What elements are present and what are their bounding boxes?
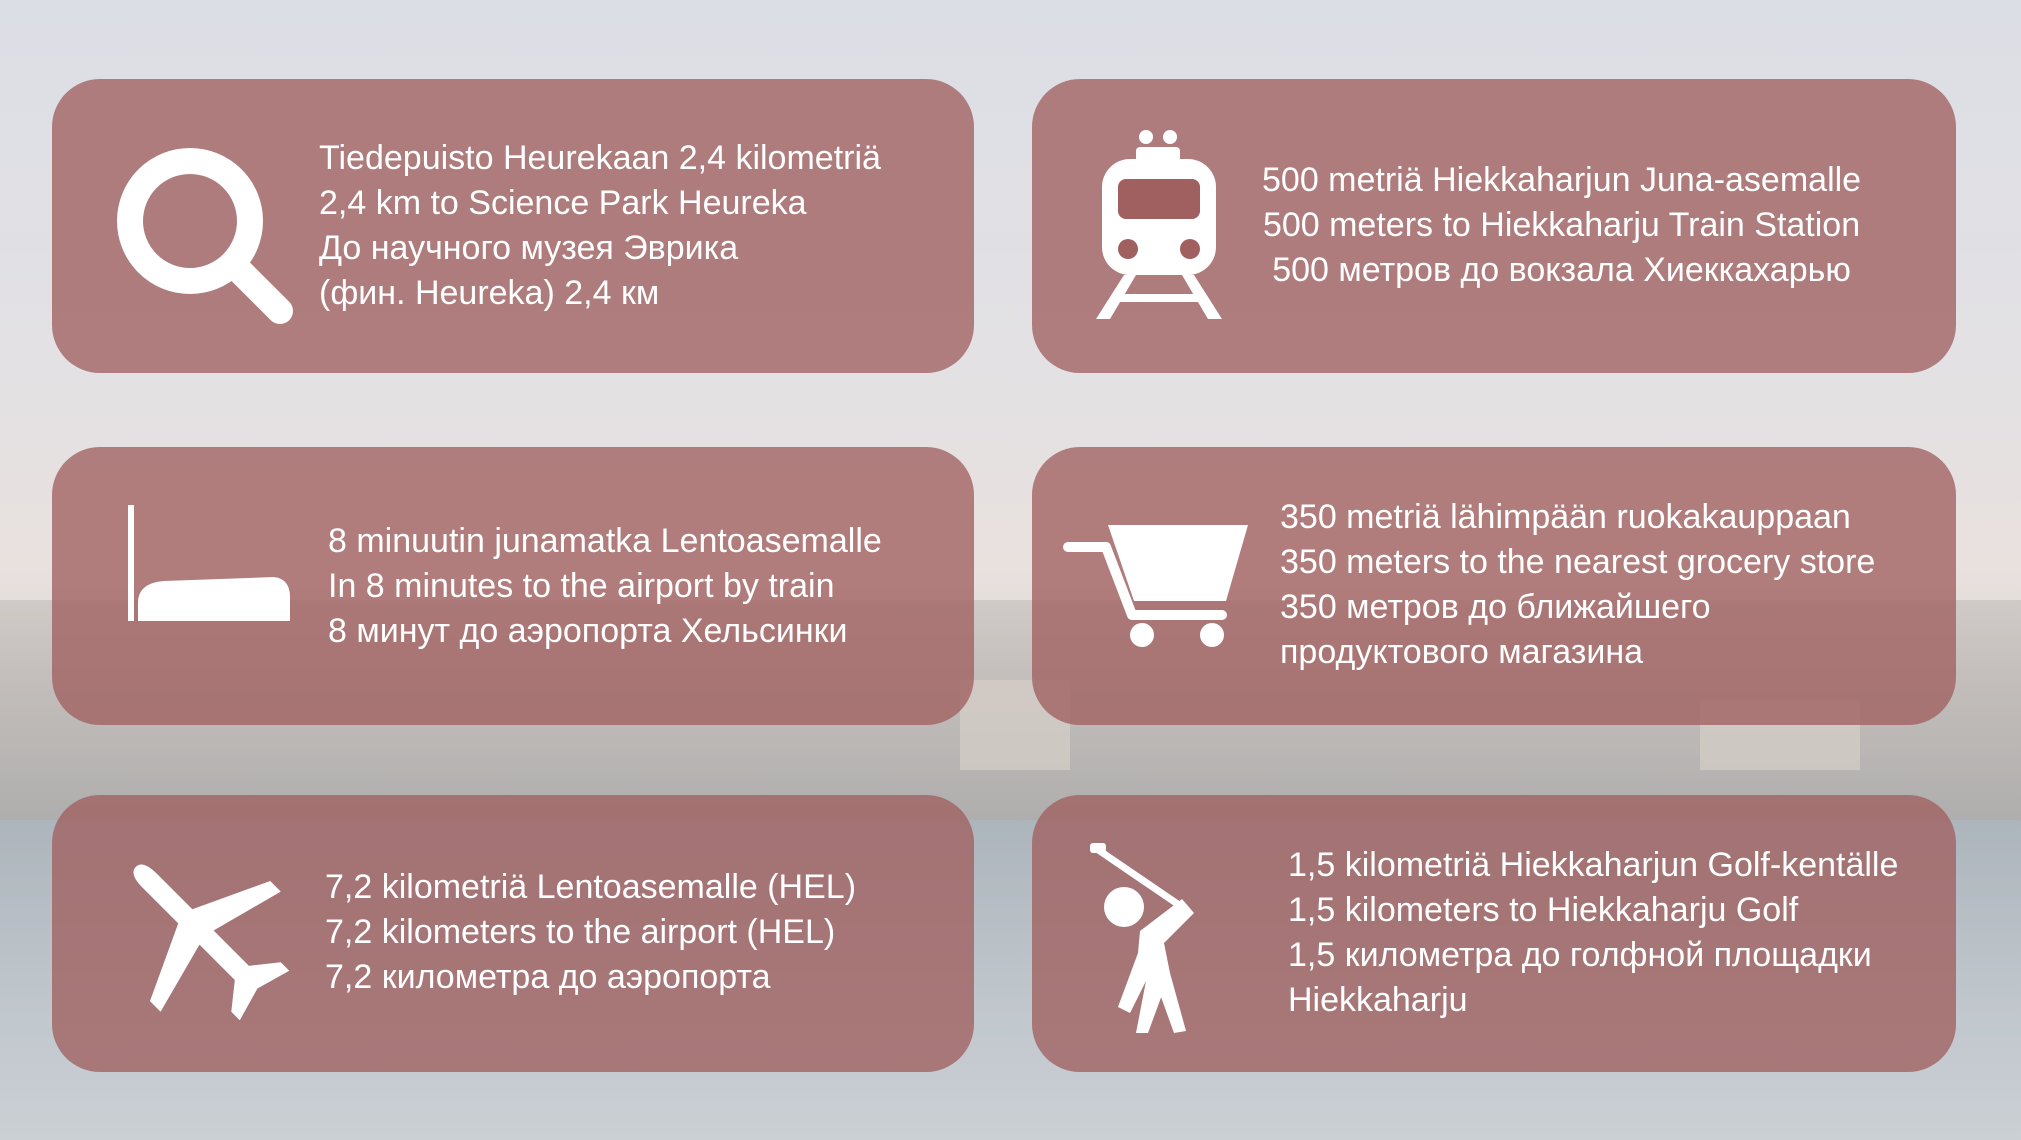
magnifier-icon — [108, 139, 298, 329]
card-text — [1288, 843, 1898, 1023]
card-text — [325, 865, 856, 1000]
text-line-en: 1,5 kilometers to Hiekkaharju Golf — [1288, 891, 1799, 929]
shopping-cart-icon — [1062, 519, 1252, 649]
airplane-icon — [108, 839, 298, 1029]
card-text — [319, 136, 881, 316]
train-icon — [1096, 129, 1226, 319]
train-side-icon — [124, 505, 294, 635]
text-line-fi: 1,5 kilometriä Hiekkaharjun Golf-kentälle — [1288, 846, 1899, 884]
text-line-fi: Tiedepuisto Heurekaan 2,4 kilometriä — [319, 139, 881, 177]
text-line-en: 350 meters to the nearest grocery store — [1280, 543, 1876, 581]
text-line-ru-2: продуктового магазина — [1280, 633, 1644, 671]
card-heureka — [52, 79, 974, 373]
text-line-ru: До научного музея Эврика — [319, 229, 739, 267]
card-train-station — [1032, 79, 1956, 373]
text-line-ru-2: (фин. Heureka) 2,4 км — [319, 274, 660, 312]
text-line-en: 2,4 km to Science Park Heureka — [319, 184, 807, 222]
card-text — [1280, 495, 1875, 675]
golfer-icon — [1090, 843, 1210, 1033]
text-line-ru: 8 минут до аэропорта Хельсинки — [328, 612, 848, 650]
text-line-ru: 1,5 километра до голфной площадки — [1288, 936, 1872, 974]
text-line-en: In 8 minutes to the airport by train — [328, 567, 835, 605]
card-text — [328, 519, 882, 654]
text-line-en: 7,2 kilometers to the airport (HEL) — [325, 913, 836, 951]
text-line-extra: Hiekkaharju — [1288, 981, 1468, 1019]
text-line-fi: 8 minuutin junamatka Lentoasemalle — [328, 522, 882, 560]
text-line-fi: 500 metriä Hiekkaharjun Juna-asemalle — [1262, 161, 1862, 199]
card-train-to-airport — [52, 447, 974, 725]
text-line-fi: 7,2 kilometriä Lentoasemalle (HEL) — [325, 868, 857, 906]
card-text — [1262, 158, 1861, 293]
text-line-ru: 500 метров до вокзала Хиеккахарью — [1272, 251, 1851, 289]
text-line-ru: 7,2 километра до аэропорта — [325, 958, 771, 996]
card-grocery-store — [1032, 447, 1956, 725]
text-line-ru: 350 метров до ближайшего — [1280, 588, 1711, 626]
text-line-en: 500 meters to Hiekkaharju Train Station — [1262, 206, 1861, 244]
card-golf — [1032, 795, 1956, 1072]
card-airport — [52, 795, 974, 1072]
text-line-fi: 350 metriä lähimpään ruokakauppaan — [1280, 498, 1851, 536]
